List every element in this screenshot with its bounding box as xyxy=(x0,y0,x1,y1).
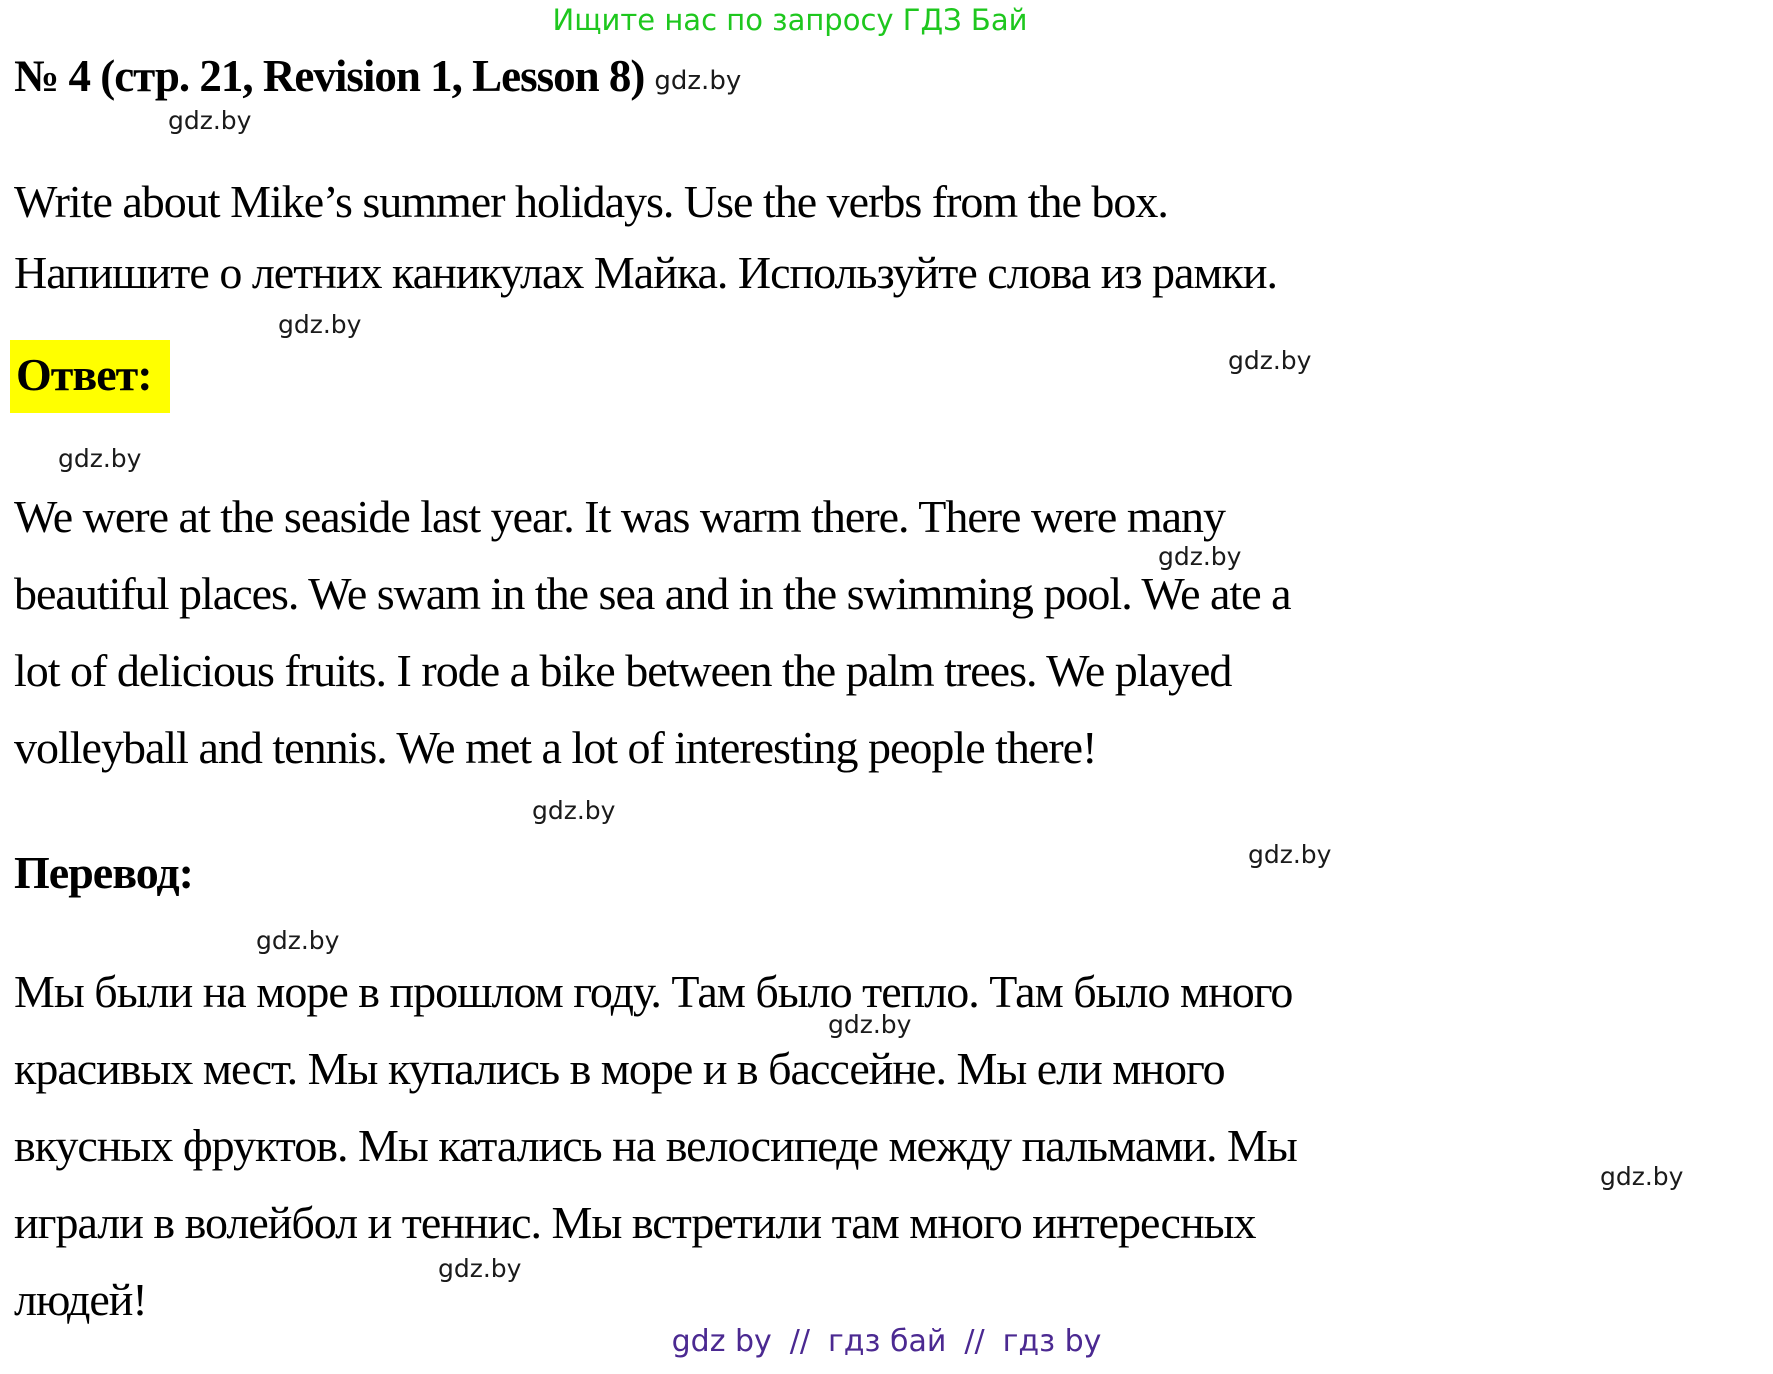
gdz-watermark: gdz.by xyxy=(1600,1162,1684,1191)
answer-line: lot of delicious fruits. I rode a bike between the palm trees. We played xyxy=(14,645,1232,696)
task-line-en: Write about Mike’s summer holidays. Use the verbs from the box. xyxy=(14,176,1168,227)
gdz-watermark: gdz.by xyxy=(256,926,340,955)
exercise-heading xyxy=(14,50,741,102)
translation-line: вкусных фруктов. Мы катались на велосипеде между пальмами. Мы xyxy=(14,1120,1297,1171)
answer-line: beautiful places. We swam in the sea and in the swimming pool. We ate a xyxy=(14,568,1291,619)
translation-line: красивых мест. Мы купались в море и в бассейне. Мы ели много xyxy=(14,1043,1225,1094)
exercise-title: № 4 (стр. 21, Revision 1, Lesson 8) xyxy=(14,51,645,101)
footer-link-gdz-by-2[interactable]: гдз by xyxy=(1002,1324,1102,1359)
gdz-watermark: gdz.by xyxy=(58,444,142,473)
translation-line: людей! xyxy=(14,1274,147,1325)
footer-link-gdz-by[interactable]: gdz by xyxy=(671,1324,772,1359)
gdz-watermark: gdz.by xyxy=(1248,840,1332,869)
translation-section-label: Перевод: xyxy=(14,847,193,898)
translation-paragraph-russian xyxy=(14,953,1297,1338)
gdz-watermark: gdz.by xyxy=(438,1254,522,1283)
site-notice: Ищите нас по запросу ГДЗ Бай xyxy=(552,3,1028,37)
answer-section-label: Ответ: xyxy=(10,340,170,413)
answer-line: volleyball and tennis. We met a lot of interesting people there! xyxy=(14,722,1097,773)
task-text xyxy=(14,166,1277,308)
gdz-watermark: gdz.by xyxy=(828,1010,912,1039)
answer-line: We were at the seaside last year. It was warm there. There were many xyxy=(14,491,1226,542)
footer-separator: // xyxy=(964,1324,985,1359)
footer-links xyxy=(0,1324,1773,1359)
gdz-watermark: gdz.by xyxy=(1158,542,1242,571)
translation-line: Мы были на море в прошлом году. Там было тепло. Там было много xyxy=(14,966,1293,1017)
task-line-ru: Напишите о летних каникулах Майка. Используйте слова из рамки. xyxy=(14,247,1277,298)
footer-link-gdz-bai[interactable]: гдз бай xyxy=(828,1324,947,1359)
gdz-watermark: gdz.by xyxy=(1228,346,1312,375)
translation-line: играли в волейбол и теннис. Мы встретили там много интересных xyxy=(14,1197,1256,1248)
gdz-watermark: gdz.by xyxy=(532,796,616,825)
gdz-watermark: gdz.by xyxy=(278,310,362,339)
gdz-watermark: gdz.by xyxy=(168,106,252,135)
footer-separator: // xyxy=(789,1324,810,1359)
answer-paragraph-english xyxy=(14,478,1291,786)
gdz-watermark: gdz.by xyxy=(654,66,742,96)
